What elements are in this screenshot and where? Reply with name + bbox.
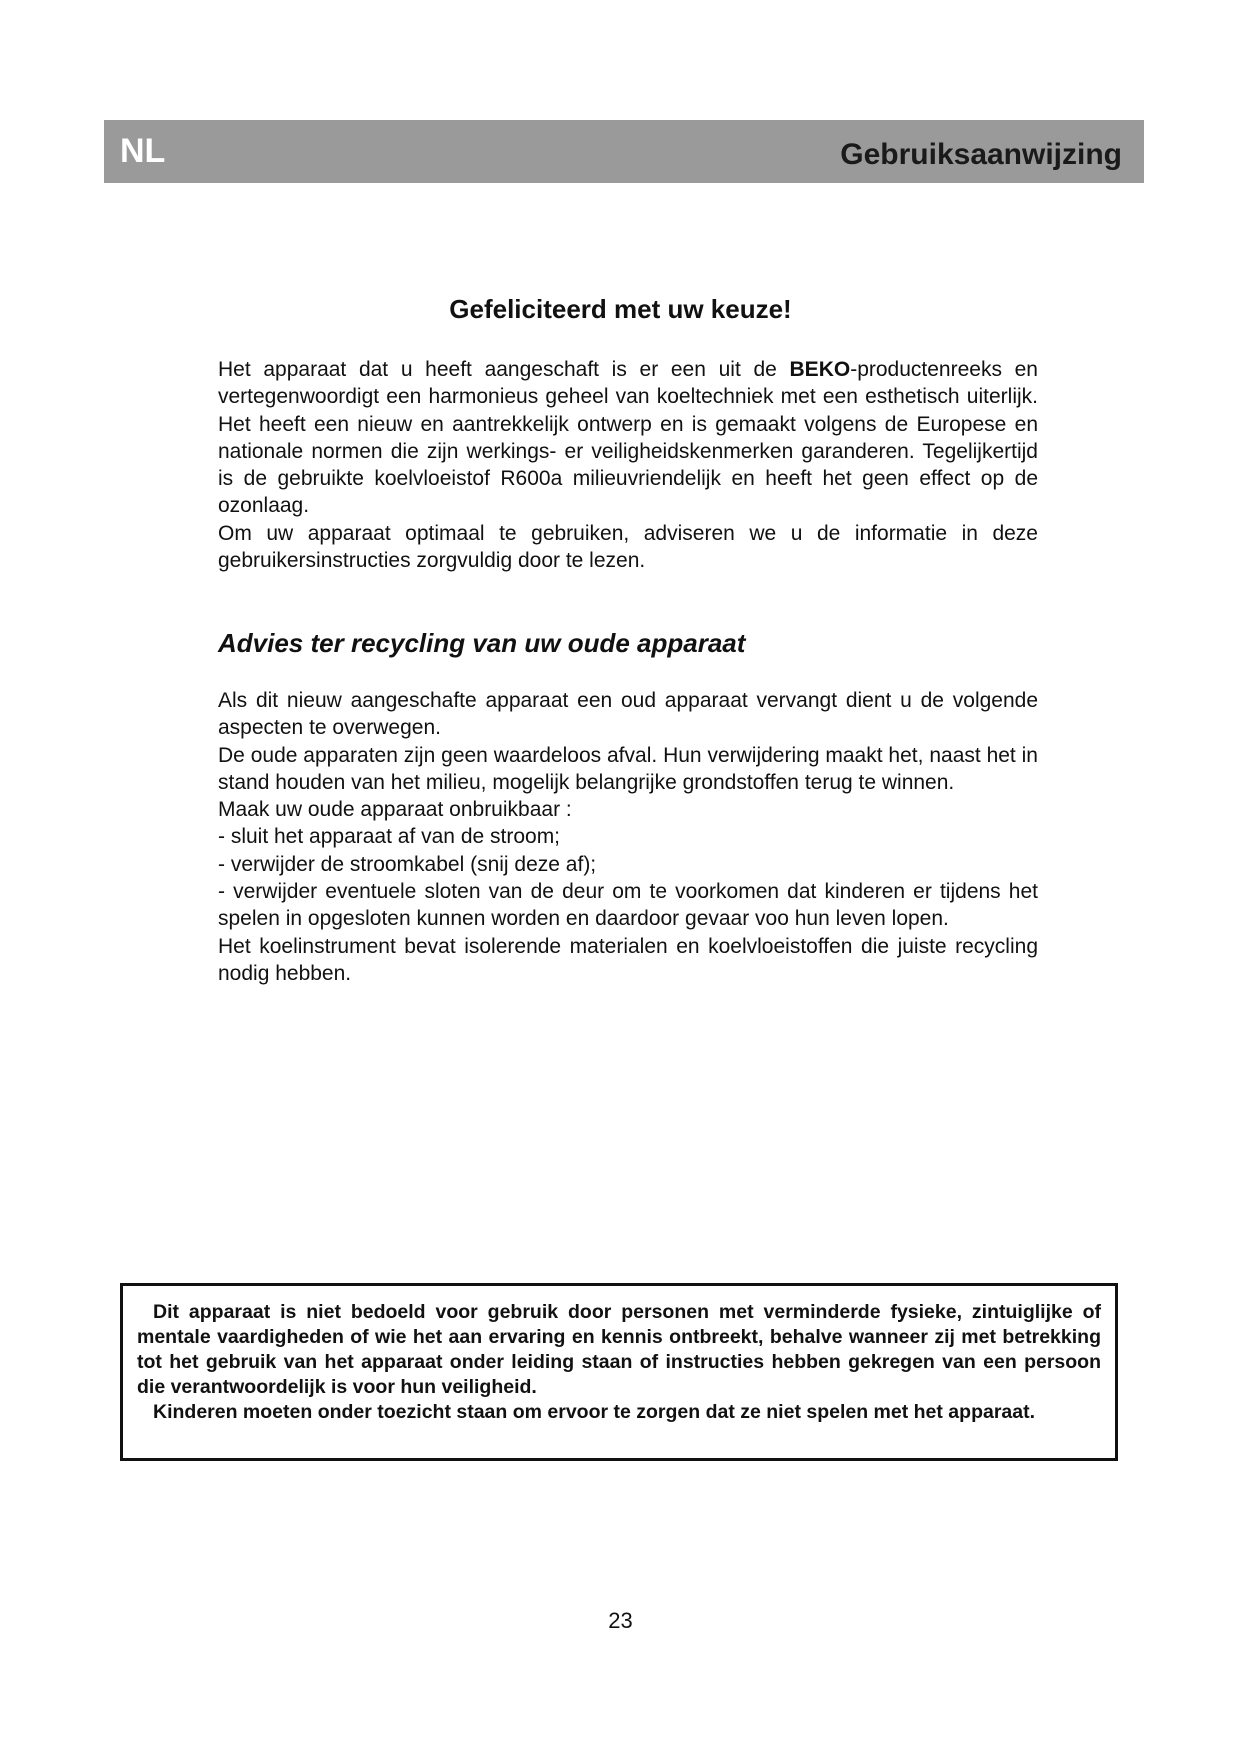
recycling-step: - verwijder eventuele sloten van de deur om te voorkomen dat kinderen er tijdens het spelen in opgesloten kunnen worden en daardoor gevaar voo hun leven lopen. [218, 880, 1038, 931]
recycling-line: Het koelinstrument bevat isolerende materialen en koelvloeistoffen die juiste recycling nodig hebben. [218, 934, 1038, 985]
recycling-line: Maak uw oude apparaat onbruikbaar : [218, 798, 572, 822]
section-title-congratulations: Gefeliciteerd met uw keuze! [449, 294, 792, 324]
language-code: NL [120, 132, 166, 170]
brand-name: BEKO [789, 358, 851, 381]
intro-text-end: -productenreeks en vertegenwoordigt een harmonieus geheel van koeltechniek met een esthetisch uiterlijk. Het heeft een nieuw en aantrekkelijk ontwerp en is gemaakt volgens de Europese en nationale normen die zijn werkings- er veiligheidskenmerken garanderen. Tegelijkertijd is de gebruikte koelvloeistof R600a milieuvriendelijk en heeft het geen effect op de ozonlaag. [218, 358, 1038, 518]
intro-text-start: Het apparaat dat u heeft aangeschaft is er een uit de [218, 358, 790, 381]
section-title-recycling: Advies ter recycling van uw oude apparaat [218, 628, 746, 658]
recycling-line: Als dit nieuw aangeschafte apparaat een oud apparaat vervangt dient u de volgende aspecten te overwegen. [218, 689, 1038, 740]
recycling-section [218, 687, 1038, 987]
intro-paragraph [218, 356, 1038, 520]
intro-advice-paragraph: Om uw apparaat optimaal te gebruiken, adviseren we u de informatie in deze gebruikersinstructies zorgvuldig door te lezen. [218, 521, 1038, 573]
warning-children-paragraph: Kinderen moeten onder toezicht staan om ervoor te zorgen dat ze niet spelen met het apparaat. [153, 1401, 1036, 1423]
recycling-line: De oude apparaten zijn geen waardeloos afval. Hun verwijdering maakt het, naast het in stand houden van het milieu, mogelijk belangrijke grondstoffen terug te winnen. [218, 743, 1038, 794]
recycling-step: - verwijder de stroomkabel (snij deze af); [218, 852, 597, 876]
intro-section [218, 356, 1038, 574]
safety-warning-box [120, 1283, 1118, 1461]
document-title: Gebruiksaanwijzing [840, 138, 1122, 171]
recycling-step: - sluit het apparaat af van de stroom; [218, 825, 561, 849]
warning-paragraph: Dit apparaat is niet bedoeld voor gebruik door personen met verminderde fysieke, zintuiglijke of mentale vaardigheden of wie het aan ervaring en kennis ontbreekt, behalve wanneer zij met betrekking tot het gebruik van het apparaat onder leiding staan of instructies hebben gekregen van een persoon die verantwoordelijk is voor hun veiligheid. [137, 1301, 1101, 1398]
page-number: 23 [608, 1608, 633, 1633]
header-bar [104, 120, 1144, 183]
